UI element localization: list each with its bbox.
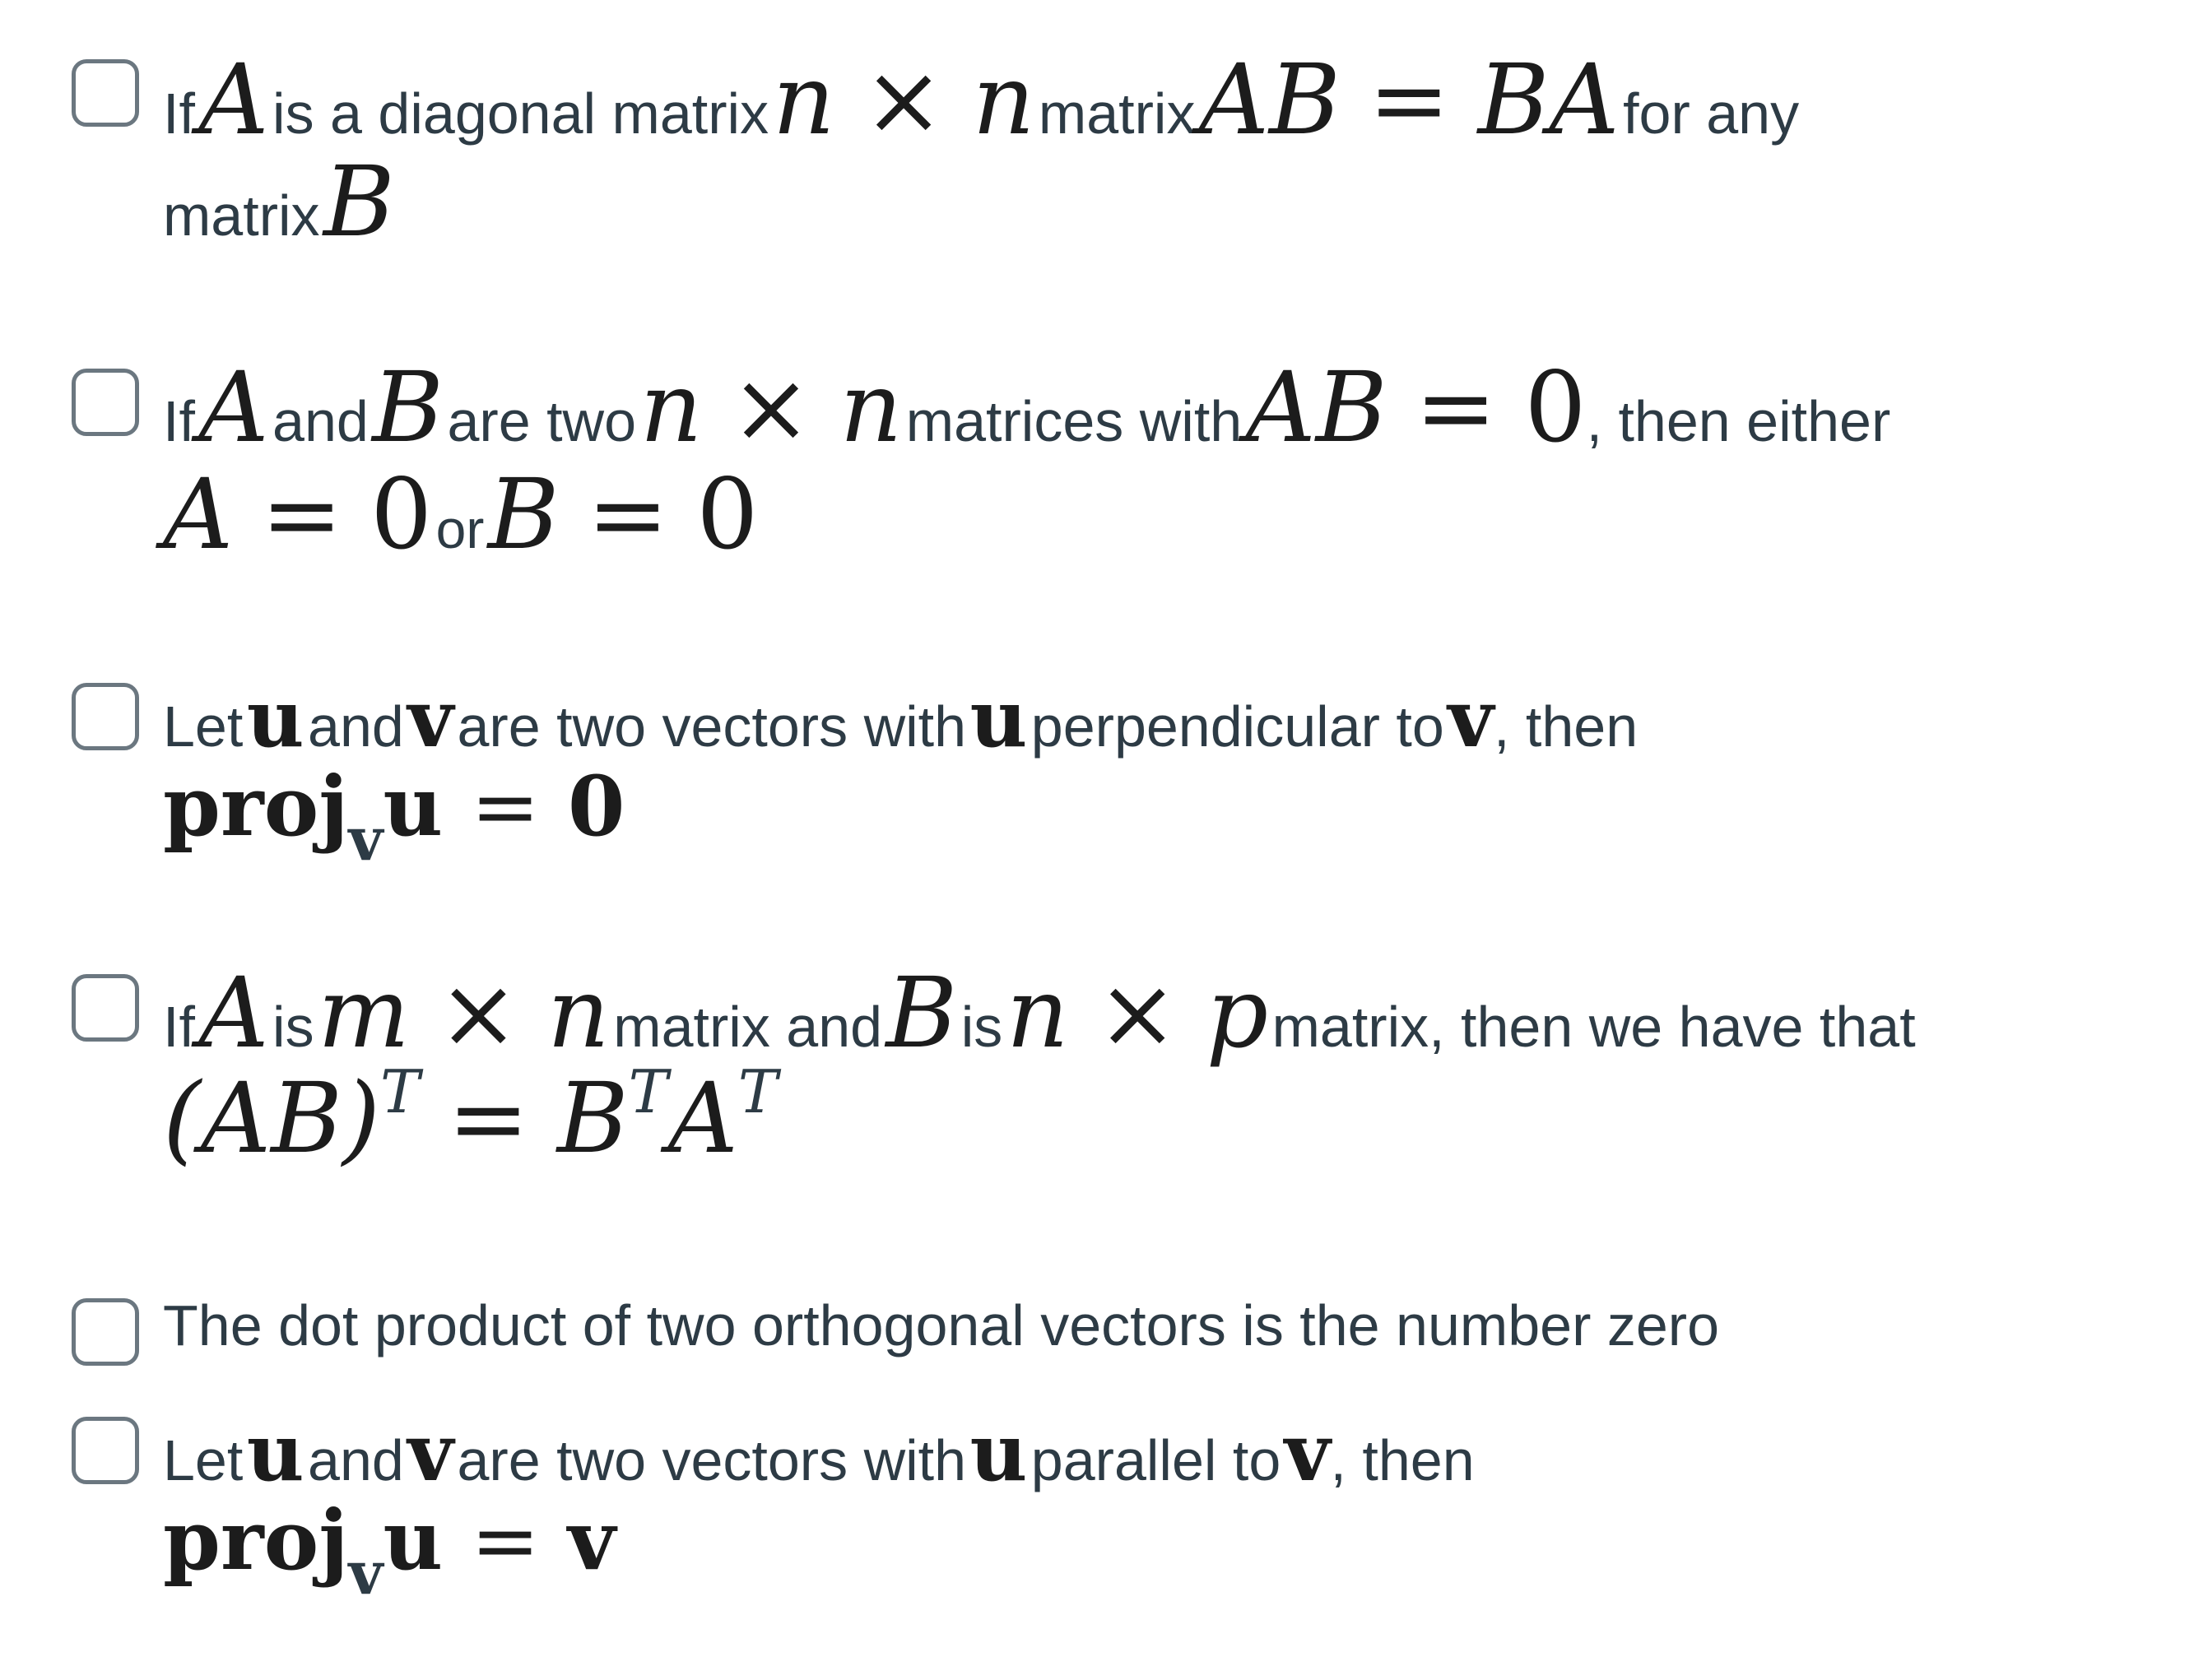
math-times: ×: [437, 956, 519, 1070]
math-B: B: [556, 1061, 629, 1175]
math-A: A: [667, 1061, 738, 1175]
text: and: [308, 1428, 404, 1492]
text: , then either: [1586, 389, 1891, 453]
text: parallel to: [1030, 1428, 1281, 1492]
math-u: u: [969, 1406, 1028, 1499]
option-2-checkbox[interactable]: [72, 369, 139, 436]
math-B: B: [487, 457, 560, 571]
math-v: v: [407, 672, 454, 765]
math-zero: 0: [696, 457, 759, 571]
math-AB-parenthesized: (AB): [163, 1061, 381, 1175]
option-4-checkbox[interactable]: [72, 974, 139, 1042]
option-2-line-2: [163, 457, 759, 571]
math-superscript-T: T: [737, 1057, 778, 1126]
math-n: n: [839, 350, 903, 464]
math-AB: AB: [1198, 43, 1341, 156]
math-zero-vector: 0: [567, 758, 625, 855]
text: and: [272, 389, 369, 453]
math-equals: =: [587, 457, 669, 571]
math-equals: =: [1368, 43, 1450, 156]
math-p: p: [1206, 956, 1269, 1070]
math-proj: proj: [163, 758, 349, 855]
option-3-checkbox[interactable]: [72, 683, 139, 750]
text: perpendicular to: [1030, 694, 1444, 759]
text: Let: [163, 694, 244, 759]
math-B: B: [886, 956, 958, 1070]
math-v: v: [1448, 672, 1494, 765]
math-A: A: [163, 457, 234, 571]
text: If: [163, 81, 195, 146]
math-v: v: [407, 1406, 454, 1499]
math-equals: =: [1415, 350, 1497, 464]
text: are two vectors with: [457, 694, 967, 759]
math-v: v: [567, 1492, 616, 1589]
math-superscript-T: T: [628, 1057, 668, 1126]
math-proj: proj: [163, 1492, 349, 1589]
text: are two: [447, 389, 637, 453]
math-u: u: [969, 672, 1028, 765]
math-BA: BA: [1477, 43, 1620, 156]
math-u: u: [246, 672, 304, 765]
option-5-line-1: [163, 1293, 1720, 1357]
text: Let: [163, 1428, 244, 1492]
math-times: ×: [730, 350, 812, 464]
text: matrix: [1038, 81, 1196, 146]
text-or: or: [435, 499, 485, 559]
math-B: B: [323, 145, 395, 258]
text: and: [308, 694, 404, 759]
math-subscript-v: v: [348, 804, 383, 874]
math-n: n: [972, 43, 1035, 156]
math-n: n: [772, 43, 835, 156]
math-AB: AB: [1245, 350, 1388, 464]
text: If: [163, 389, 195, 453]
math-times: ×: [1096, 956, 1178, 1070]
option-3-line-2: [163, 758, 625, 874]
text: are two vectors with: [457, 1428, 967, 1492]
text: is a diagonal matrix: [272, 81, 769, 146]
option-1-checkbox[interactable]: [72, 59, 139, 127]
option-2-line-1: [163, 350, 1891, 464]
math-n: n: [639, 350, 703, 464]
text: for any: [1623, 81, 1800, 146]
math-B: B: [372, 350, 444, 464]
math-equals: =: [448, 1061, 529, 1175]
text: is: [960, 995, 1003, 1059]
math-subscript-v: v: [348, 1538, 383, 1608]
text: , then: [1330, 1428, 1475, 1492]
text: , then: [1494, 694, 1639, 759]
math-equals: =: [471, 759, 540, 855]
option-1-line-1: [163, 43, 1800, 156]
option-6-line-1: [163, 1406, 1475, 1499]
math-u: u: [383, 1492, 444, 1589]
math-equals: =: [261, 457, 343, 571]
option-4-line-1: [163, 956, 1916, 1070]
option-3-line-1: [163, 672, 1639, 765]
option-6-line-2: [163, 1492, 616, 1608]
math-A: A: [198, 350, 269, 464]
math-v: v: [1284, 1406, 1331, 1499]
option-4-line-2: [163, 1057, 778, 1175]
text: matrix, then we have that: [1271, 995, 1916, 1059]
math-zero: 0: [370, 457, 433, 571]
math-u: u: [383, 758, 444, 855]
math-A: A: [198, 956, 269, 1070]
text: is: [272, 995, 314, 1059]
math-m: m: [318, 956, 410, 1070]
text: matrix and: [613, 995, 883, 1059]
math-superscript-T: T: [380, 1057, 421, 1126]
option-5-checkbox[interactable]: [72, 1298, 139, 1366]
option-6-checkbox[interactable]: [72, 1417, 139, 1484]
math-n: n: [546, 956, 610, 1070]
math-u: u: [246, 1406, 304, 1499]
text: If: [163, 995, 195, 1059]
text: The dot product of two orthogonal vectors is the number zero: [163, 1293, 1720, 1357]
math-times: ×: [862, 43, 945, 156]
math-A: A: [198, 43, 269, 156]
math-zero: 0: [1524, 350, 1587, 464]
math-n: n: [1006, 956, 1069, 1070]
math-equals: =: [471, 1492, 540, 1589]
option-1-line-2: [163, 145, 395, 258]
text: matrix: [163, 183, 320, 248]
text: matrices with: [905, 389, 1243, 453]
